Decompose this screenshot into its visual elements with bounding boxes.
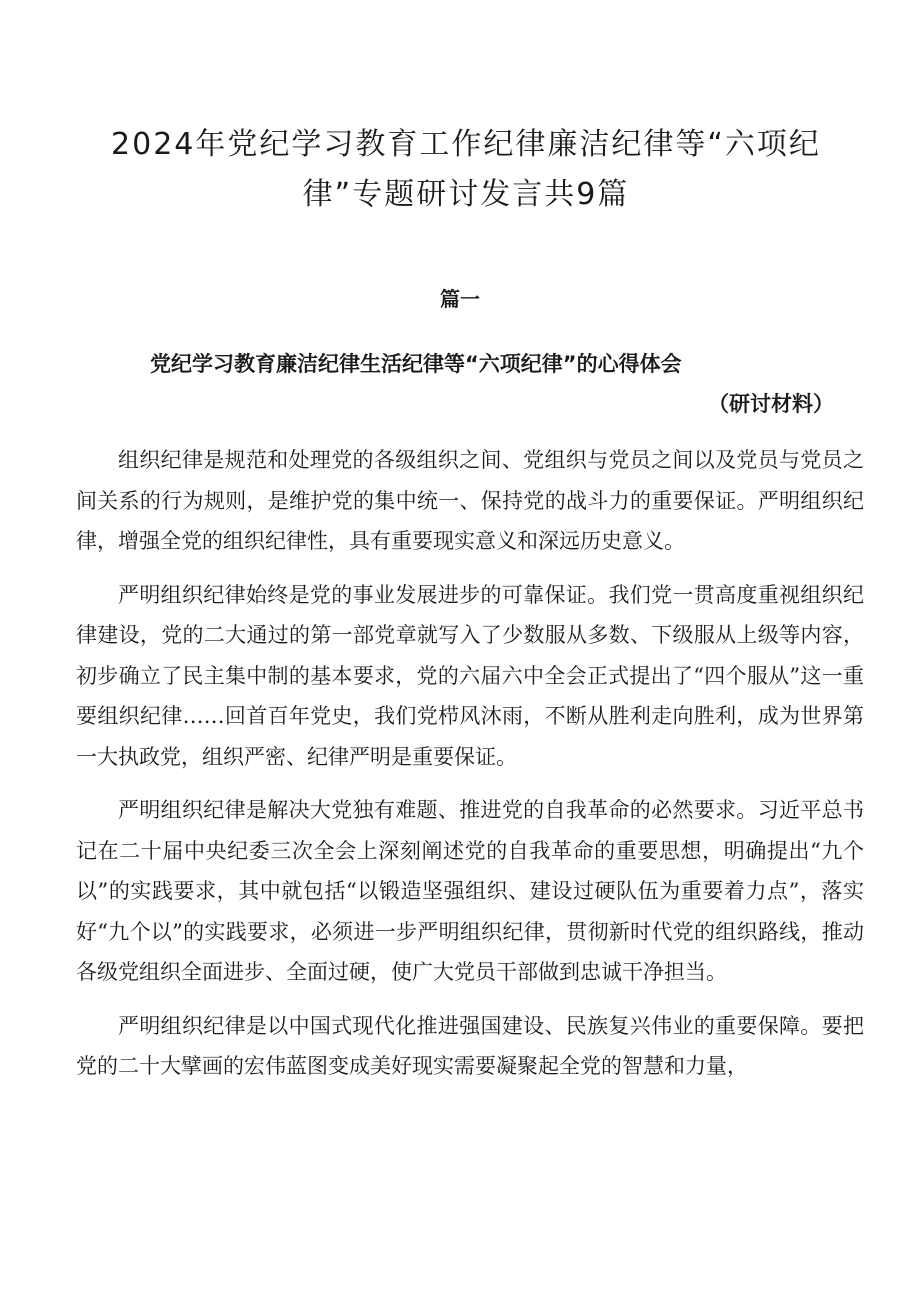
section-label: 篇一 — [440, 287, 480, 311]
document-title: 2024年党纪学习教育工作纪律廉洁纪律等“六项纪律”专题研讨发言共9篇 — [111, 127, 821, 212]
paragraph-2: 严明组织纪律始终是党的事业发展进步的可靠保证。我们党一贯高度重视组织纪律建设，党的二大通过的第一部党章就写入了少数服从多数、下级服从上级等内容，初步确立了民主集中制的基本要求，党的六届六中全会正式提出了“四个服从”这一重要组织纪律……回首百年党史，我们党栉风沐雨，不断从胜利走向胜利，成为世界第一大执政党，组织严密、纪律严明是重要保证。 — [76, 582, 864, 769]
paragraph-4: 严明组织纪律是以中国式现代化推进强国建设、民族复兴伟业的重要保障。要把党的二十大擘画的宏伟蓝图变成美好现实需要凝聚起全党的智慧和力量， — [76, 1013, 864, 1078]
paragraph-3: 严明组织纪律是解决大党独有难题、推进党的自我革命的必然要求。习近平总书记在二十届中央纪委三次全会上深刻阐述党的自我革命的重要思想，明确提出“九个以”的实践要求，其中就包括“以锻造坚强组织、建设过硬队伍为重要着力点”，落实好“九个以”的实践要求，必须进一步严明组织纪律，贯彻新时代党的组织路线，推动各级党组织全面进步、全面过硬，使广大党员干部做到忠诚干净担当。 — [76, 798, 864, 984]
section-heading — [150, 344, 844, 424]
paragraph-1: 组织纪律是规范和处理党的各级组织之间、党组织与党员之间以及党员与党员之间关系的行为规则，是维护党的集中统一、保持党的战斗力的重要保证。严明组织纪律，增强全党的组织纪律性，具有重要现实意义和深远历史意义。 — [76, 448, 864, 553]
section-heading-subtitle: （研讨材料） — [708, 392, 834, 416]
body-text — [76, 440, 864, 1100]
section-heading-title: 党纪学习教育廉洁纪律生活纪律等“六项纪律”的心得体会 — [150, 352, 682, 376]
